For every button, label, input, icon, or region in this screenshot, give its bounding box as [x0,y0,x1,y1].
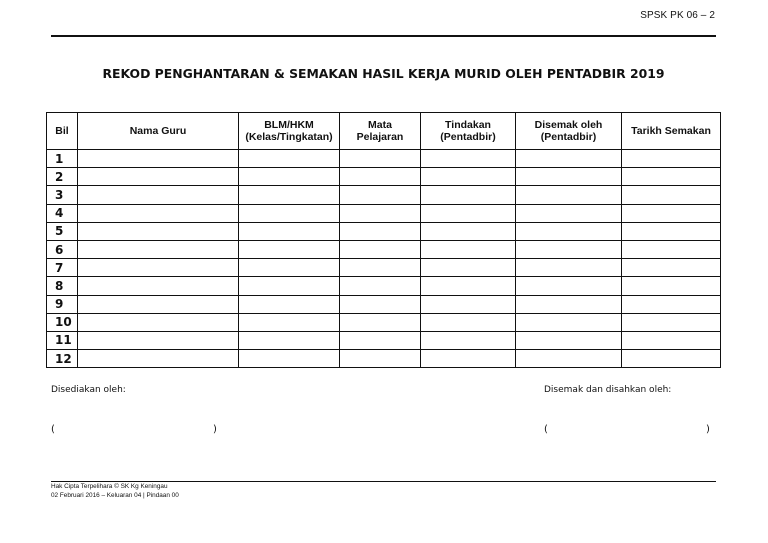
table-cell[interactable] [622,168,721,186]
table-cell[interactable] [622,204,721,222]
table-cell[interactable] [622,186,721,204]
table-row [47,331,721,349]
page-title: REKOD PENGHANTARAN & SEMAKAN HASIL KERJA MURID OLEH PENTADBIR 2019 [102,66,665,81]
row-number: 6 [47,240,78,258]
table-cell[interactable] [78,204,239,222]
table-row [47,313,721,331]
prepared-by-close-paren: ) [213,424,217,435]
table-cell[interactable] [78,295,239,313]
table-cell[interactable] [421,204,516,222]
row-number: 8 [47,277,78,295]
table-cell[interactable] [340,186,421,204]
table-cell[interactable] [421,186,516,204]
table-cell[interactable] [78,350,239,368]
table-cell[interactable] [78,240,239,258]
table-cell[interactable] [78,313,239,331]
table-cell[interactable] [421,350,516,368]
column-header-disemak-oleh: Disemak oleh (Pentadbir) [516,113,622,150]
table-cell[interactable] [516,350,622,368]
row-number: 4 [47,204,78,222]
checked-by-close-paren: ) [706,424,710,435]
table-header-row [47,113,721,150]
table-cell[interactable] [340,240,421,258]
table-cell[interactable] [622,313,721,331]
table-row [47,222,721,240]
table-cell[interactable] [239,313,340,331]
table-cell[interactable] [622,259,721,277]
table-cell[interactable] [622,331,721,349]
table-cell[interactable] [516,277,622,295]
table-cell[interactable] [516,331,622,349]
table-cell[interactable] [239,168,340,186]
table-cell[interactable] [340,259,421,277]
table-cell[interactable] [239,150,340,168]
table-cell[interactable] [516,168,622,186]
record-table [46,112,721,368]
table-row [47,350,721,368]
table-row [47,168,721,186]
table-cell[interactable] [340,350,421,368]
table-cell[interactable] [239,259,340,277]
table-cell[interactable] [239,277,340,295]
table-cell[interactable] [340,222,421,240]
row-number: 9 [47,295,78,313]
table-cell[interactable] [340,277,421,295]
row-number: 5 [47,222,78,240]
table-cell[interactable] [239,222,340,240]
table-cell[interactable] [340,204,421,222]
table-cell[interactable] [239,295,340,313]
footer-copyright: Hak Cipta Terpelihara © SK Kg Keningau [51,483,168,490]
column-header-bil: Bil [47,113,78,150]
table-row [47,186,721,204]
footer-divider [51,481,716,482]
table-cell[interactable] [516,204,622,222]
table-cell[interactable] [516,295,622,313]
table-cell[interactable] [78,277,239,295]
row-number: 2 [47,168,78,186]
table-cell[interactable] [622,150,721,168]
table-cell[interactable] [516,222,622,240]
table-body [47,150,721,368]
table-cell[interactable] [622,277,721,295]
table-row [47,150,721,168]
row-number: 7 [47,259,78,277]
table-cell[interactable] [340,331,421,349]
row-number: 12 [47,350,78,368]
table-cell[interactable] [340,168,421,186]
table-cell[interactable] [516,240,622,258]
table-cell[interactable] [421,313,516,331]
table-cell[interactable] [421,295,516,313]
prepared-by-label: Disediakan oleh: [51,385,126,395]
table-row [47,277,721,295]
table-row [47,240,721,258]
row-number: 1 [47,150,78,168]
table-cell[interactable] [421,259,516,277]
table-row [47,295,721,313]
table-cell[interactable] [622,295,721,313]
table-cell[interactable] [516,259,622,277]
table-cell[interactable] [516,313,622,331]
table-cell[interactable] [421,222,516,240]
table-cell[interactable] [516,186,622,204]
table-row [47,259,721,277]
column-header-blm-hkm: BLM/HKM (Kelas/Tingkatan) [239,113,340,150]
checked-by-open-paren: ( [544,424,548,435]
row-number: 11 [47,331,78,349]
column-header-tindakan: Tindakan (Pentadbir) [421,113,516,150]
table-cell[interactable] [340,295,421,313]
table-cell[interactable] [421,150,516,168]
column-header-nama-guru: Nama Guru [78,113,239,150]
table-cell[interactable] [78,331,239,349]
table-cell[interactable] [239,240,340,258]
table-cell[interactable] [78,186,239,204]
table-cell[interactable] [622,222,721,240]
document-code: SPSK PK 06 – 2 [640,10,715,21]
table-cell[interactable] [421,240,516,258]
table-cell[interactable] [239,186,340,204]
table-cell[interactable] [239,204,340,222]
table-cell[interactable] [78,168,239,186]
row-number: 3 [47,186,78,204]
table-cell[interactable] [78,150,239,168]
checked-by-label: Disemak dan disahkan oleh: [544,385,672,395]
footer-revision: 02 Februari 2016 – Keluaran 04 | Pindaan 00 [51,492,179,499]
table-cell[interactable] [421,277,516,295]
header-divider [51,35,716,37]
table-cell[interactable] [239,331,340,349]
table-cell[interactable] [239,350,340,368]
table-cell[interactable] [516,150,622,168]
table-cell[interactable] [421,331,516,349]
prepared-by-open-paren: ( [51,424,55,435]
column-header-tarikh-semakan: Tarikh Semakan [622,113,721,150]
table-cell[interactable] [622,240,721,258]
table-cell[interactable] [340,150,421,168]
table-cell[interactable] [340,313,421,331]
table-cell[interactable] [421,168,516,186]
table-cell[interactable] [78,259,239,277]
table-cell[interactable] [78,222,239,240]
table-cell[interactable] [622,350,721,368]
column-header-mata-pelajaran: Mata Pelajaran [340,113,421,150]
row-number: 10 [47,313,78,331]
table-row [47,204,721,222]
